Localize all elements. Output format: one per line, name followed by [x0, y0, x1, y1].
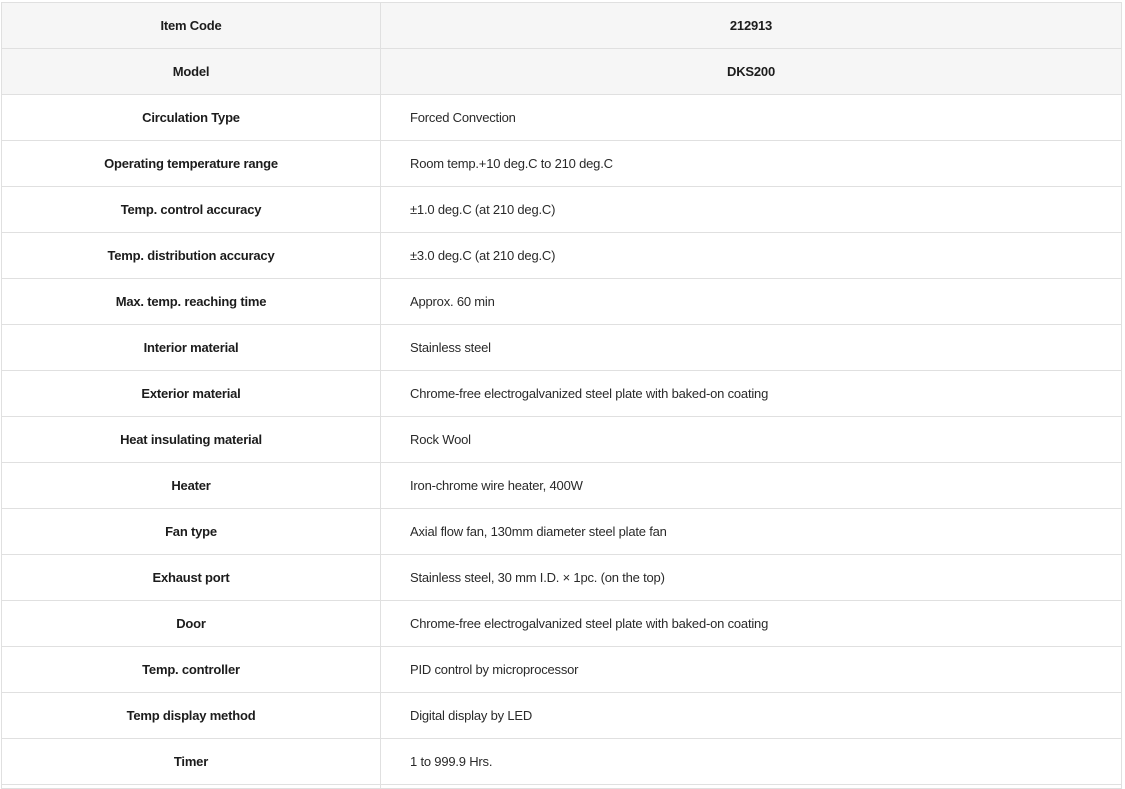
spec-label: Exhaust port	[2, 555, 381, 601]
spec-label: Fan type	[2, 509, 381, 555]
spec-value: Rock Wool	[381, 417, 1122, 463]
spec-label: Door	[2, 601, 381, 647]
spec-row-fan-type	[2, 509, 1122, 555]
spec-value: Iron-chrome wire heater, 400W	[381, 463, 1122, 509]
spec-row-heater	[2, 463, 1122, 509]
spec-row-temp-display-method	[2, 693, 1122, 739]
spec-row-exhaust-port	[2, 555, 1122, 601]
spec-row-model	[2, 49, 1122, 95]
spec-label: Max. temp. reaching time	[2, 279, 381, 325]
spec-row-temp-control-accuracy	[2, 187, 1122, 233]
spec-row-circulation-type	[2, 95, 1122, 141]
spec-row-item-code	[2, 3, 1122, 49]
spec-label: Temp. controller	[2, 647, 381, 693]
spec-value: 1 to 999.9 Hrs.	[381, 739, 1122, 785]
spec-label: Timer	[2, 739, 381, 785]
spec-row-timer	[2, 739, 1122, 785]
spec-table	[1, 2, 1122, 789]
spec-row-max-temp-reaching-time	[2, 279, 1122, 325]
spec-row-door	[2, 601, 1122, 647]
spec-row-interior-material	[2, 325, 1122, 371]
spec-row-heat-insulating-material	[2, 417, 1122, 463]
spec-label: Heat insulating material	[2, 417, 381, 463]
spec-value: Stainless steel, 30 mm I.D. × 1pc. (on the top)	[381, 555, 1122, 601]
spec-value: ±1.0 deg.C (at 210 deg.C)	[381, 187, 1122, 233]
spec-row-temp-controller	[2, 647, 1122, 693]
spec-label: Exterior material	[2, 371, 381, 417]
spec-row-temp-distribution-accuracy	[2, 233, 1122, 279]
spec-value: Chrome-free electrogalvanized steel plate with baked-on coating	[381, 371, 1122, 417]
spec-label: Temp display method	[2, 693, 381, 739]
spec-row-exterior-material	[2, 371, 1122, 417]
spec-value: Chrome-free electrogalvanized steel plate with baked-on coating	[381, 601, 1122, 647]
spec-value: Room temp.+10 deg.C to 210 deg.C	[381, 141, 1122, 187]
spec-value: Approx. 60 min	[381, 279, 1122, 325]
spec-value: Digital display by LED	[381, 693, 1122, 739]
spec-label: Item Code	[2, 3, 381, 49]
spec-value: DKS200	[381, 49, 1122, 95]
spec-value: 212913	[381, 3, 1122, 49]
spec-label: Model	[2, 49, 381, 95]
spec-row-operating-temperature-range	[2, 141, 1122, 187]
spec-label: Circulation Type	[2, 95, 381, 141]
spec-table-body	[2, 3, 1122, 789]
spec-label: Temp. distribution accuracy	[2, 233, 381, 279]
spec-label: Operating temperature range	[2, 141, 381, 187]
spec-value: Forced Convection	[381, 95, 1122, 141]
spec-label: Heater	[2, 463, 381, 509]
spec-value: Stainless steel	[381, 325, 1122, 371]
spec-label: Temp. control accuracy	[2, 187, 381, 233]
spec-value: Axial flow fan, 130mm diameter steel plate fan	[381, 509, 1122, 555]
spec-value: PID control by microprocessor	[381, 647, 1122, 693]
spec-label: Interior material	[2, 325, 381, 371]
spec-value: ±3.0 deg.C (at 210 deg.C)	[381, 233, 1122, 279]
